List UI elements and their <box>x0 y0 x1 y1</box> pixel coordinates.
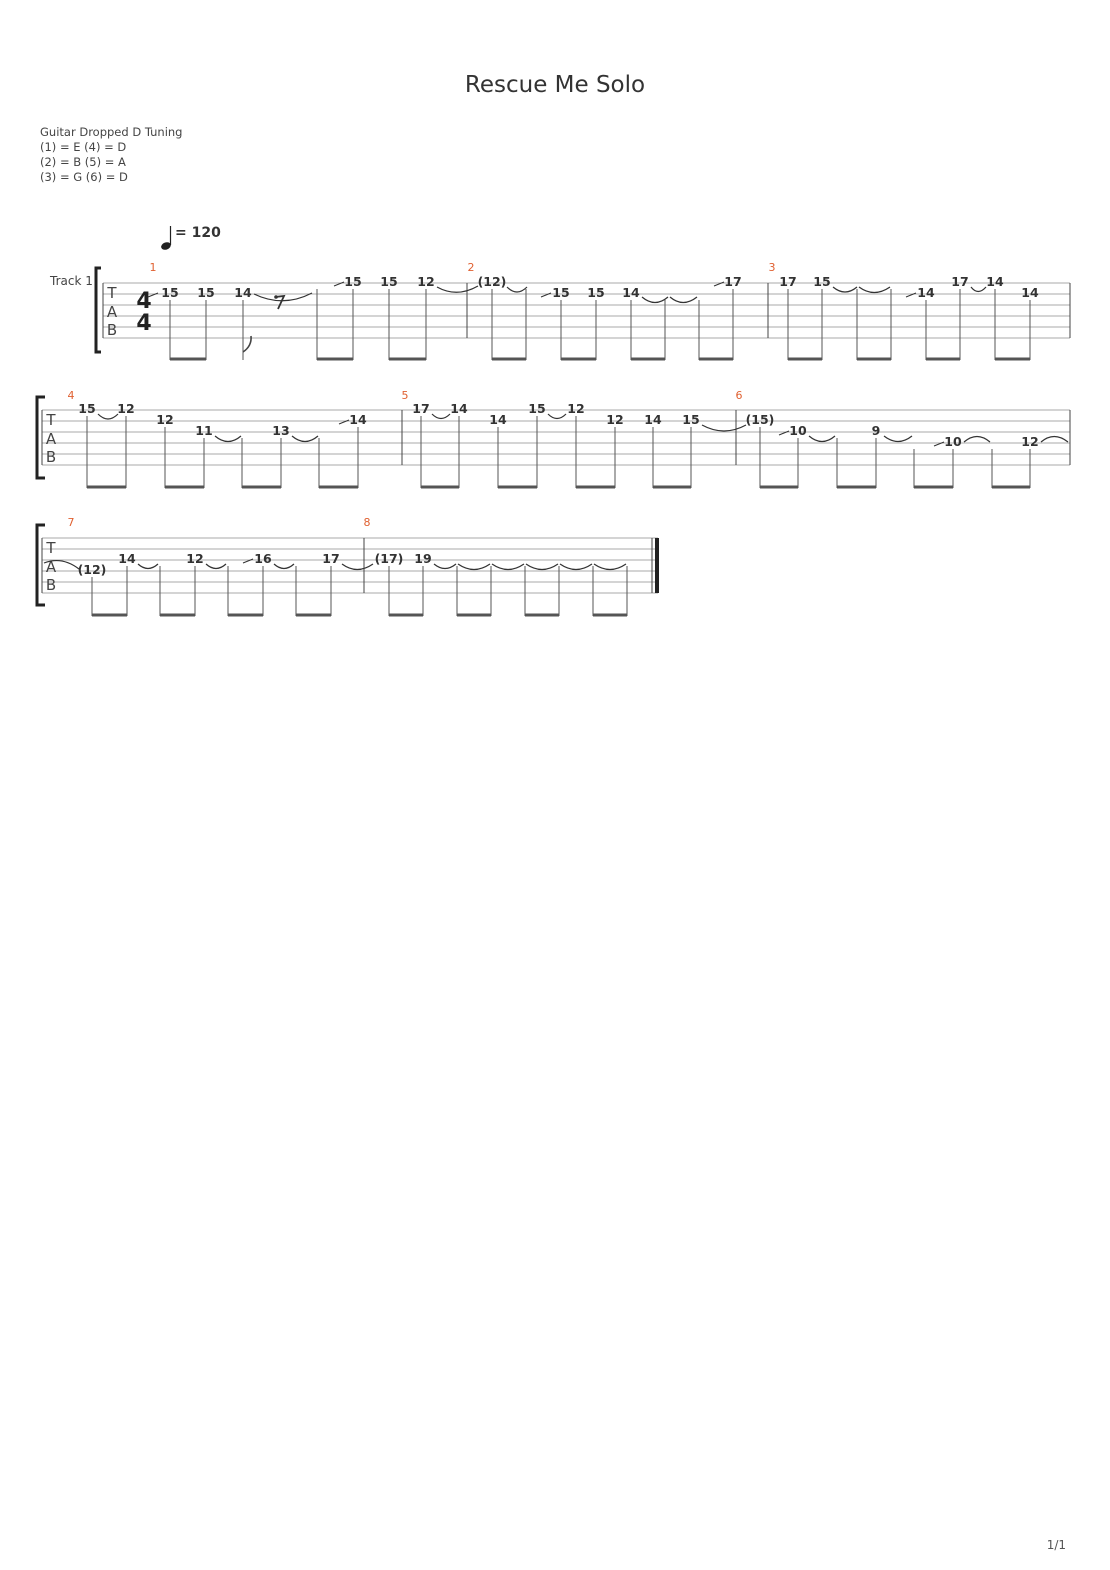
measure-number: 5 <box>401 389 409 402</box>
fret-number: (12) <box>77 562 107 577</box>
fret-number: 15 <box>813 274 831 289</box>
fret-number: 19 <box>414 551 432 566</box>
fret-number: 17 <box>779 274 797 289</box>
tie-arc <box>138 564 158 569</box>
fret-number: 9 <box>871 423 881 438</box>
fret-number: 15 <box>161 285 179 300</box>
measure-number: 7 <box>67 516 75 529</box>
fret-number: 15 <box>380 274 398 289</box>
tie-arc <box>594 564 626 570</box>
system-3 <box>37 516 658 616</box>
measure-number: 3 <box>768 261 776 274</box>
fret-number: 12 <box>1021 434 1039 449</box>
tie-arc <box>292 436 318 442</box>
fret-number: 11 <box>195 423 213 438</box>
fret-number: (12) <box>477 274 507 289</box>
tie-arc <box>809 436 835 442</box>
tuning-line: (2) = B (5) = A <box>40 155 126 169</box>
tie-arc <box>884 436 912 442</box>
song-title: Rescue Me Solo <box>464 72 646 98</box>
fret-number: 14 <box>118 551 136 566</box>
fret-number: 15 <box>587 285 605 300</box>
fret-number: 14 <box>986 274 1004 289</box>
tie-arc <box>507 287 527 292</box>
fret-number: 17 <box>412 401 430 416</box>
fret-number: 17 <box>951 274 969 289</box>
fret-number: (15) <box>745 412 775 427</box>
measure-number: 4 <box>67 389 75 402</box>
tie-arc <box>342 564 373 570</box>
fret-number: 13 <box>272 423 290 438</box>
fret-number: 15 <box>528 401 546 416</box>
tie-arc <box>971 287 986 292</box>
measure-number: 6 <box>735 389 743 402</box>
fret-number: 17 <box>322 551 340 566</box>
system-bracket <box>37 397 45 478</box>
time-signature-bottom: 4 <box>136 311 152 336</box>
rhythm-stems <box>92 566 627 616</box>
system-1 <box>96 261 1070 360</box>
measure-number: 8 <box>363 516 371 529</box>
tab-clef-letter: A <box>106 303 118 321</box>
fret-number: 15 <box>78 401 96 416</box>
measure-number: 1 <box>149 261 157 274</box>
page-number: 1/1 <box>1046 1538 1066 1552</box>
tab-clef-letter: A <box>45 430 57 448</box>
tie-arc <box>274 564 294 569</box>
tab-clef-letter: T <box>46 411 56 429</box>
fret-number: 12 <box>117 401 135 416</box>
time-signature-top: 4 <box>136 289 152 314</box>
system-bracket <box>96 268 101 352</box>
tie-arc <box>702 425 746 431</box>
tie-arc <box>432 414 450 419</box>
fret-number: 16 <box>254 551 272 566</box>
fret-number: (17) <box>374 551 404 566</box>
tab-clef-letter: B <box>45 448 57 466</box>
tie-arc <box>526 564 558 570</box>
tie-arc <box>215 436 241 442</box>
tempo-marking: = 120 <box>175 225 221 241</box>
tie-arc <box>548 414 566 419</box>
tie-arc <box>434 564 456 569</box>
fret-number: 15 <box>682 412 700 427</box>
tie-arc <box>1041 437 1068 443</box>
tie-arc <box>437 286 478 292</box>
fret-number: 14 <box>917 285 935 300</box>
tie-arc <box>859 287 890 293</box>
tie-arc <box>560 564 592 570</box>
fret-number: 15 <box>197 285 215 300</box>
tie-arc <box>492 564 524 570</box>
tab-clef-letter: T <box>107 284 117 302</box>
fret-number: 12 <box>567 401 585 416</box>
tuning-line: (3) = G (6) = D <box>40 170 128 184</box>
fret-number: 15 <box>344 274 362 289</box>
system-2 <box>37 389 1070 488</box>
fret-number: 12 <box>156 412 174 427</box>
tie-arc <box>458 564 490 570</box>
tab-clef-letter: B <box>45 576 57 594</box>
tie-arc <box>670 297 697 303</box>
tie-arc <box>206 564 226 569</box>
measure-number: 2 <box>467 261 475 274</box>
rhythm-stems <box>87 416 1030 488</box>
tie-arc <box>833 287 857 292</box>
fret-number: 14 <box>489 412 507 427</box>
tie-arc <box>964 437 990 443</box>
fret-number: 12 <box>606 412 624 427</box>
tab-clef-letter: T <box>46 539 56 557</box>
fret-number: 14 <box>450 401 468 416</box>
quarter-note-icon <box>160 226 172 251</box>
fret-number: 15 <box>552 285 570 300</box>
fret-number: 17 <box>724 274 742 289</box>
fret-number: 14 <box>622 285 640 300</box>
track-label: Track 1 <box>50 274 93 288</box>
eighth-rest-icon <box>274 295 284 309</box>
fret-number: 14 <box>644 412 662 427</box>
fret-number: 14 <box>234 285 252 300</box>
fret-number: 10 <box>789 423 807 438</box>
tab-clef-letter: B <box>106 321 118 339</box>
fret-number: 12 <box>417 274 435 289</box>
tie-arc <box>98 414 118 419</box>
fret-number: 14 <box>349 412 367 427</box>
tuning-header: Guitar Dropped D Tuning <box>40 125 183 139</box>
fret-number: 10 <box>944 434 962 449</box>
fret-number: 14 <box>1021 285 1039 300</box>
tuning-line: (1) = E (4) = D <box>40 140 127 154</box>
fret-number: 12 <box>186 551 204 566</box>
tie-arc <box>642 297 668 303</box>
tab-clef-letter: A <box>45 558 57 576</box>
